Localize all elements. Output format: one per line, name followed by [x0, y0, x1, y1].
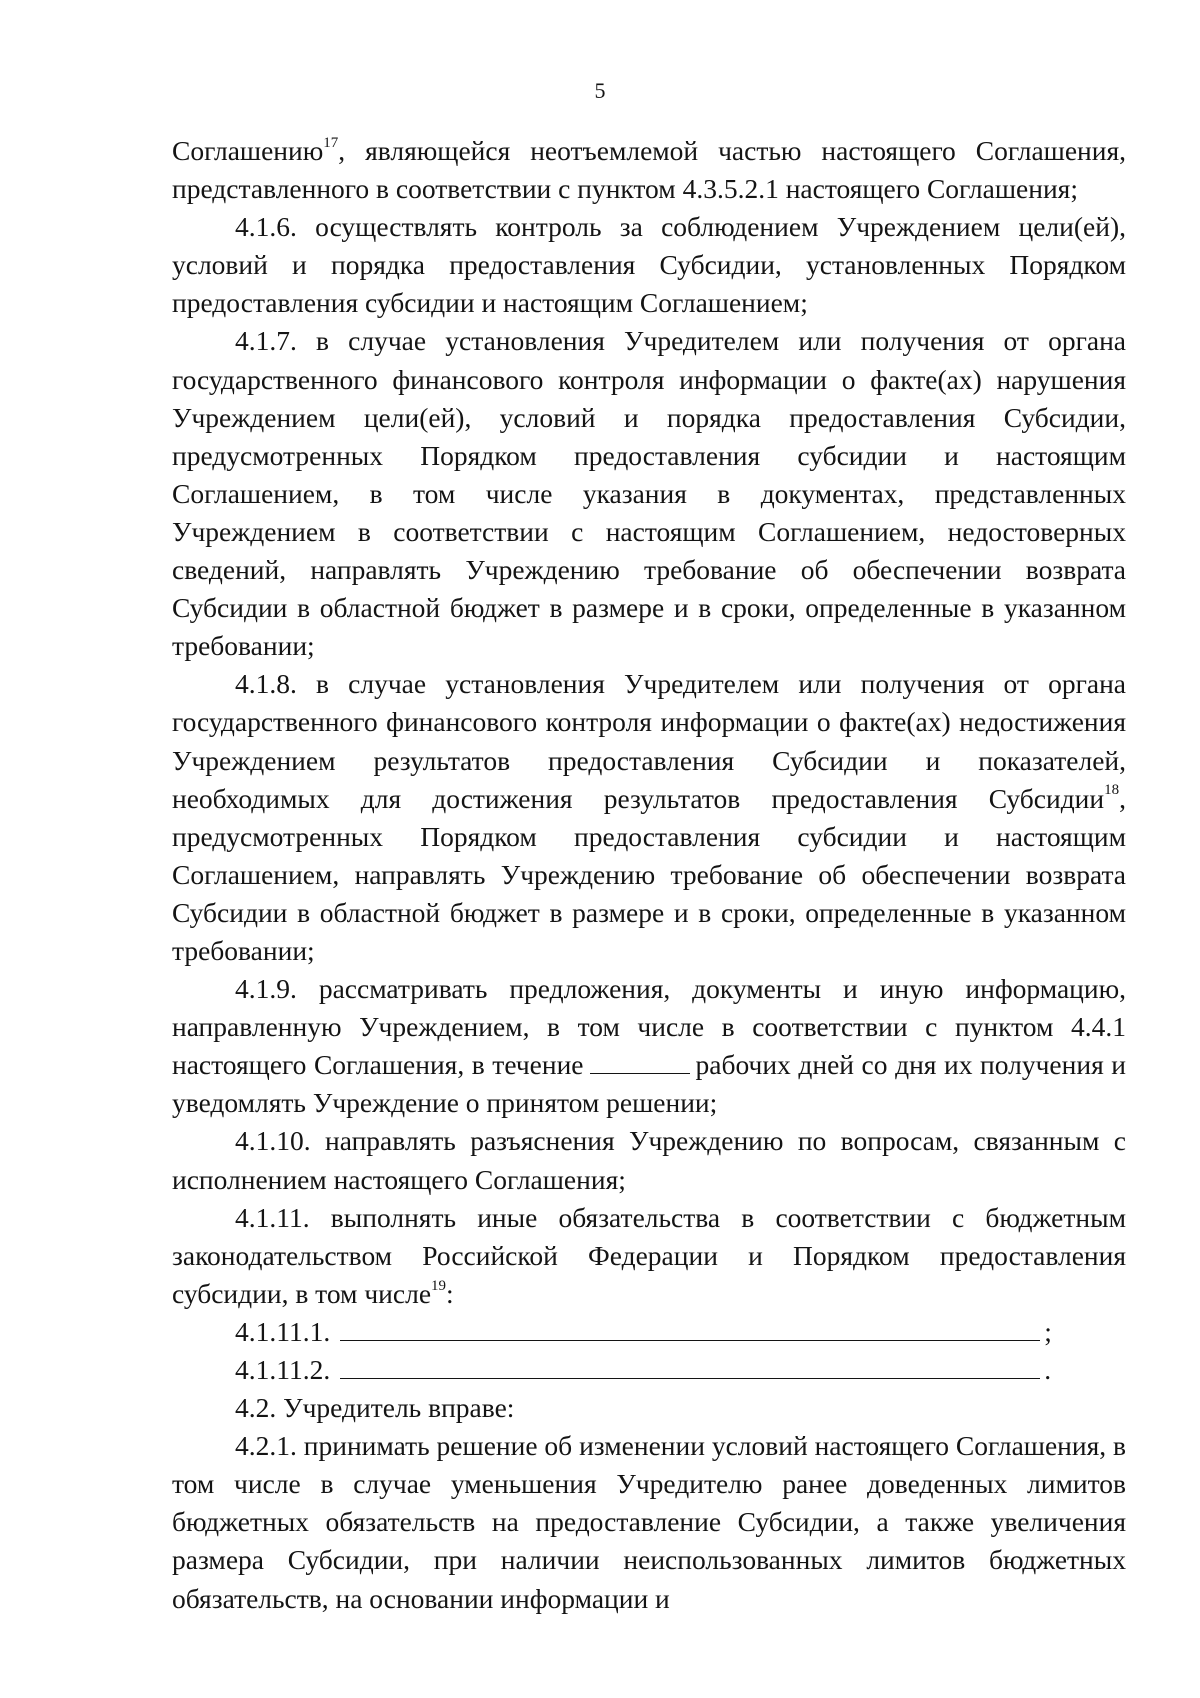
paragraph-p-4-1-8	[172, 665, 1126, 970]
footnote-ref: 18	[1104, 782, 1120, 799]
paragraph-p-4-1-6	[172, 208, 1126, 322]
text-run: 4.1.7. в случае установления Учредителем или получения от органа государственного финансового контроля информации о факте(ах) нарушения Учреждением цели(ей), условий и порядка предоставления Субсидии, предусмотренных Порядком предоставления субсидии и настоящим Соглашением, в том числе указания в документах, представленных Учреждением в соответствии с настоящим Соглашением, недостоверных сведений, направлять Учреждению требование об обеспечении возврата Субсидии в областной бюджет в размере и в сроки, определенные в указанном требовании;	[172, 325, 1126, 662]
paragraph-p-4-1-10	[172, 1122, 1126, 1198]
text-run: 4.1.11.1.	[235, 1315, 331, 1347]
paragraph-p-4-1-9	[172, 970, 1126, 1122]
document-body	[172, 132, 1126, 1618]
text-run: .	[1044, 1354, 1052, 1385]
text-run: 4.1.6. осуществлять контроль за соблюдением Учреждением цели(ей), условий и порядка предоставления Субсидии, установленных Порядком предоставления субсидии и настоящим Соглашением;	[172, 211, 1126, 319]
paragraph-p-4-1-11	[172, 1199, 1126, 1313]
text-run: Соглашению	[172, 135, 324, 166]
paragraph-p-4-1-11-2	[172, 1351, 1126, 1389]
text-run: 4.1.9. рассматривать предложения, документы и иную информацию, направленную Учреждением, в том числе в соответствии с пунктом 4.4.1 настоящего Соглашения, в течение	[172, 973, 1126, 1081]
text-run: , являющейся неотъемлемой частью настоящего Соглашения, представленного в соответствии с пунктом 4.3.5.2.1 настоящего Соглашения;	[172, 135, 1126, 205]
text-run: , предусмотренных Порядком предоставления субсидии и настоящим Соглашением, направлять Учреждению требование об обеспечении возврата Субсидии в областной бюджет в размере и в сроки, определенные в указанном требовании;	[172, 782, 1126, 966]
fill-in-blank-line	[590, 1051, 690, 1074]
fill-in-blank-line	[340, 1356, 1040, 1379]
text-run: 4.1.8. в случае установления Учредителем или получения от органа государственного финансового контроля информации о факте(ах) недостижения Учреждением результатов предоставления Субсидии и показателей, необходимых для достижения результатов предоставления Субсидии	[172, 668, 1126, 814]
text-run: 4.1.10. направлять разъяснения Учреждению по вопросам, связанным с исполнением настоящего Соглашения;	[172, 1125, 1126, 1195]
text-run: 4.1.11.2.	[235, 1354, 331, 1385]
text-run: 4.2. Учредитель вправе:	[235, 1392, 515, 1424]
page-number: 5	[594, 78, 606, 103]
paragraph-p-4-1-7	[172, 322, 1126, 665]
text-run: 4.2.1. принимать решение об изменении условий настоящего Соглашения, в том числе в случае уменьшения Учредителю ранее доведенных лимитов бюджетных обязательств на предоставление Субсидии, а также увеличения размера Субсидии, при наличии неиспользованных лимитов бюджетных обязательств, на основании информации и	[172, 1430, 1126, 1614]
text-run: :	[446, 1277, 454, 1309]
paragraph-cont	[172, 132, 1126, 208]
text-run: ;	[1044, 1315, 1052, 1347]
text-run: 4.1.11. выполнять иные обязательства в соответствии с бюджетным законодательством Российской Федерации и Порядком предоставления субсидии, в том числе	[172, 1201, 1126, 1309]
footnote-ref: 17	[323, 134, 339, 151]
paragraph-p-4-1-11-1	[172, 1313, 1126, 1351]
paragraph-p-4-2-1	[172, 1427, 1126, 1617]
paragraph-p-4-2	[172, 1389, 1126, 1427]
text-run: рабочих дней со дня их получения и уведомлять Учреждение о принятом решении;	[172, 1049, 1126, 1119]
footnote-ref: 19	[431, 1277, 447, 1294]
fill-in-blank-line	[340, 1318, 1040, 1341]
